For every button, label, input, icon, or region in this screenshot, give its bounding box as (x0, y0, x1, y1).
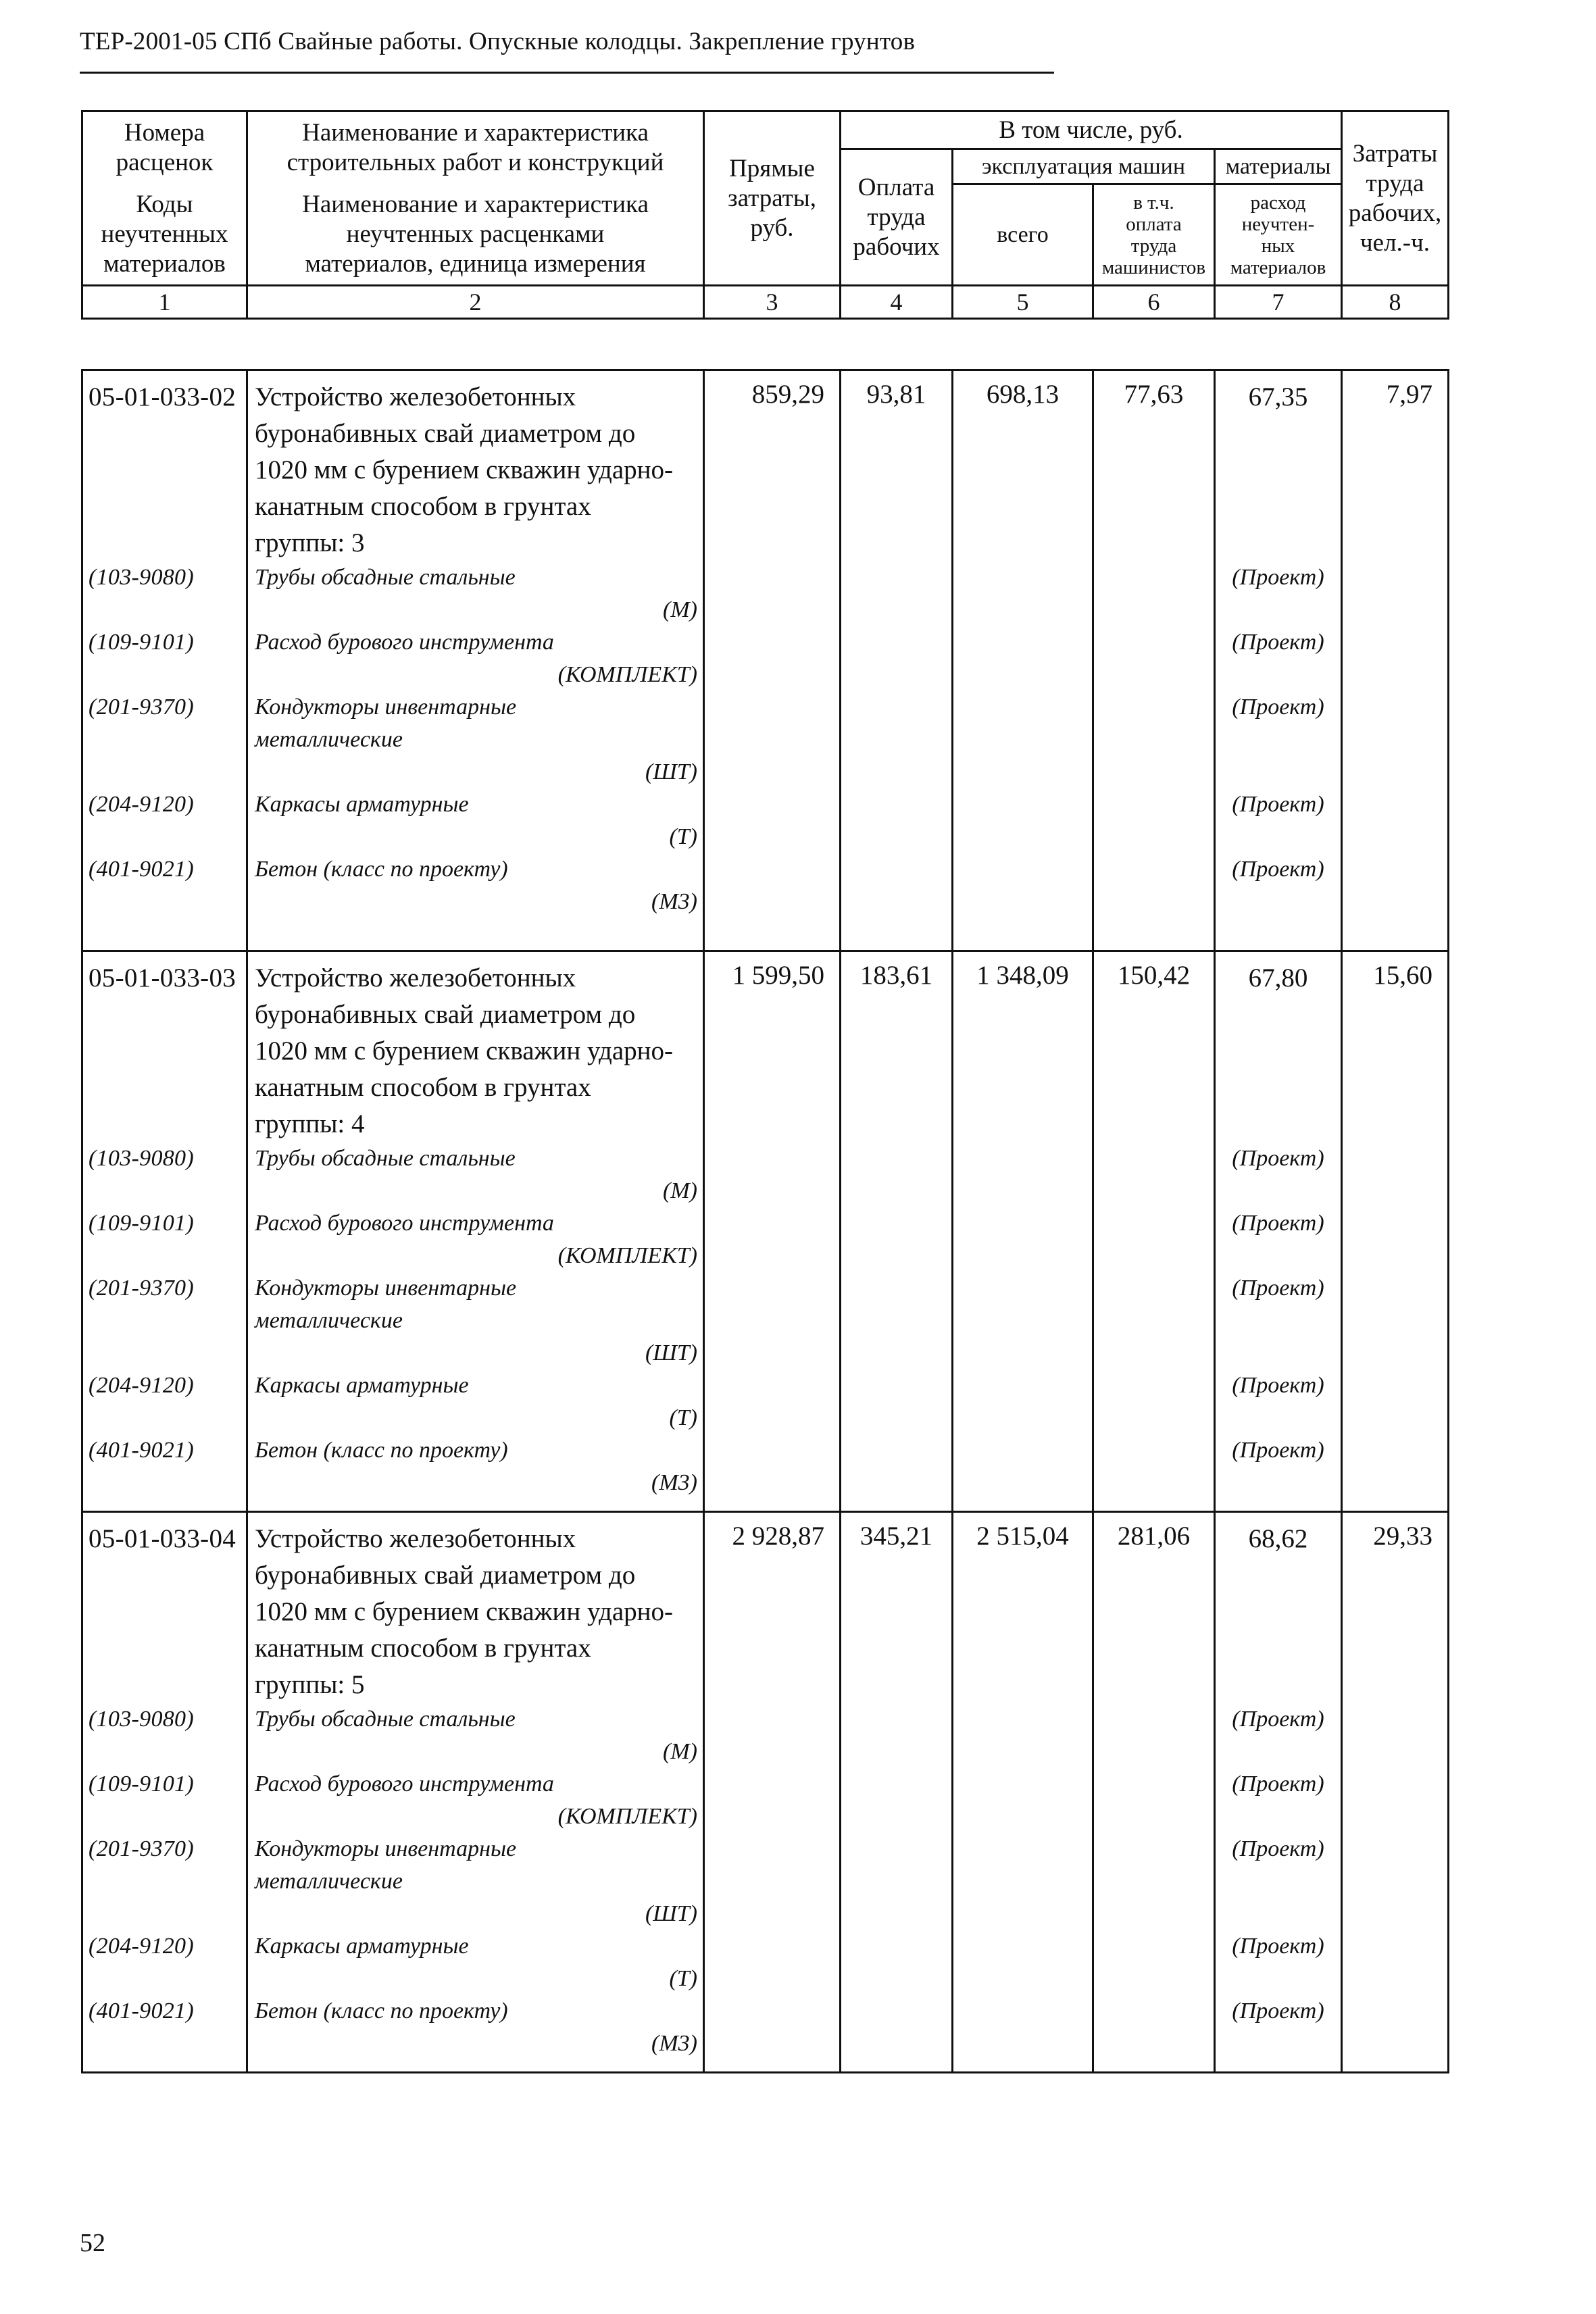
header-col2-top (247, 111, 704, 184)
material-value: (Проект) (1232, 565, 1324, 590)
materials-value: 67,80 (1248, 963, 1308, 992)
material-code: (401-9021) (89, 1998, 194, 2023)
direct-costs-value: 2 928,87 (704, 1512, 841, 2073)
labor-pay-value: 345,21 (841, 1512, 953, 2073)
description-line: группы: 5 (255, 1670, 365, 1699)
material-item (255, 1703, 697, 1768)
material-unit: (М3) (651, 1470, 697, 1495)
material-value: (Проект) (1232, 1373, 1324, 1398)
header-machinists-pay (1093, 184, 1215, 286)
material-value: (Проект) (1232, 1934, 1324, 1959)
table-row (82, 1512, 1449, 2073)
header-col1-bottom (82, 184, 247, 286)
rates-table (81, 369, 1449, 2073)
header-col6-line3: труда (1130, 234, 1177, 257)
direct-costs-value: 1 599,50 (704, 951, 841, 1512)
header-col1-bottom-line3: материалов (103, 249, 226, 278)
material-value: (Проект) (1232, 1211, 1324, 1236)
material-name: Бетон (класс по проекту) (255, 1438, 508, 1463)
material-code: (109-9101) (89, 1211, 194, 1236)
material-unit: (М3) (651, 889, 697, 914)
material-item (255, 853, 697, 918)
material-unit: (М) (663, 1178, 697, 1203)
material-name: Расход бурового инструмента (255, 630, 554, 655)
material-name: Кондукторы инвентарные (255, 695, 517, 720)
header-col1-bottom-line2: неучтенных (101, 220, 228, 248)
header-col4-line1: Оплата (857, 173, 935, 201)
material-name: Каркасы арматурные (255, 792, 469, 817)
column-number: 3 (704, 286, 841, 319)
material-item (255, 1207, 697, 1272)
description-line: буронабивных свай диаметром до (255, 419, 636, 448)
material-code: (201-9370) (89, 1276, 194, 1301)
material-unit: (М) (663, 597, 697, 622)
material-name: Трубы обсадные стальные (255, 1707, 516, 1732)
material-item (255, 691, 697, 788)
header-col4-line2: труда (867, 203, 926, 231)
header-machines: эксплуатация машин (953, 149, 1215, 184)
material-name: Расход бурового инструмента (255, 1211, 554, 1236)
material-code: (201-9370) (89, 1836, 194, 1861)
header-labor-hours (1342, 111, 1449, 286)
description-line: канатным способом в грунтах (255, 1634, 591, 1663)
labor-pay-value: 183,61 (841, 951, 953, 1512)
header-group-including: В том числе, руб. (841, 111, 1342, 149)
rate-code: 05-01-033-03 (89, 963, 236, 992)
material-value: (Проект) (1232, 1707, 1324, 1732)
header-col1-top-line1: Номера (124, 119, 205, 147)
description-line: группы: 4 (255, 1109, 365, 1138)
header-col1-bottom-line1: Коды (136, 190, 193, 218)
material-code: (103-9080) (89, 565, 194, 590)
column-number: 7 (1215, 286, 1342, 319)
material-unit: (ШТ) (645, 1901, 697, 1926)
description-line: 1020 мм с бурением скважин ударно- (255, 1036, 674, 1065)
material-item (255, 1995, 697, 2060)
column-number: 1 (82, 286, 247, 319)
header-col8-line2: труда (1366, 169, 1424, 197)
material-value: (Проект) (1232, 1836, 1324, 1861)
page-title: ТЕР-2001-05 СПб Свайные работы. Опускные колодцы. Закрепление грунтов (80, 28, 916, 55)
header-number-row (82, 286, 1449, 319)
labor-hours-value: 7,97 (1342, 370, 1449, 951)
header-materials: материалы (1215, 149, 1342, 184)
column-number: 2 (247, 286, 704, 319)
material-name: Каркасы арматурные (255, 1373, 469, 1398)
material-unit: (Т) (669, 1966, 697, 1991)
material-unit: (М) (663, 1739, 697, 1764)
material-item (255, 1142, 697, 1207)
description-line: группы: 3 (255, 528, 365, 557)
material-code: (204-9120) (89, 1934, 194, 1959)
material-unit: (КОМПЛЕКТ) (557, 662, 697, 687)
material-code: (201-9370) (89, 695, 194, 720)
header-col1-top-line2: расценок (116, 149, 214, 177)
material-unit: (ШТ) (645, 1340, 697, 1365)
header-labor-pay (841, 149, 953, 286)
material-value: (Проект) (1232, 1438, 1324, 1463)
machinists-pay-value: 77,63 (1093, 370, 1215, 951)
material-code: (109-9101) (89, 1771, 194, 1796)
description-line: буронабивных свай диаметром до (255, 1000, 636, 1029)
header-col2-bottom-line3: материалов, единица измерения (305, 249, 646, 278)
rate-code-cell (82, 370, 247, 951)
header-col3-line3: руб. (750, 213, 794, 242)
header-col6-line2: оплата (1126, 213, 1182, 235)
title-rule (80, 72, 1054, 74)
labor-hours-value: 15,60 (1342, 951, 1449, 1512)
table-header (81, 110, 1449, 320)
material-unit: (М3) (651, 2031, 697, 2056)
table-row (82, 370, 1449, 951)
column-number: 4 (841, 286, 953, 319)
header-col2-bottom-line2: неучтенных расценками (346, 220, 605, 248)
materials-cell (1215, 1512, 1342, 2073)
material-item (255, 1833, 697, 1930)
material-name: Каркасы арматурные (255, 1934, 469, 1959)
material-value: (Проект) (1232, 695, 1324, 720)
header-col7-line1: расход (1250, 191, 1306, 213)
material-value: (Проект) (1232, 1276, 1324, 1301)
page-number: 52 (80, 2229, 105, 2257)
description-cell (247, 370, 704, 951)
machines-total-value: 698,13 (953, 370, 1093, 951)
material-name: Бетон (класс по проекту) (255, 1998, 508, 2023)
material-item (255, 1272, 697, 1369)
material-item (255, 1369, 697, 1434)
description-line: 1020 мм с бурением скважин ударно- (255, 1597, 674, 1626)
material-name: металлические (255, 1308, 403, 1333)
material-unit: (КОМПЛЕКТ) (557, 1243, 697, 1268)
material-name: Расход бурового инструмента (255, 1771, 554, 1796)
material-item (255, 1930, 697, 1995)
header-col7-line2: неучтен- (1241, 213, 1315, 235)
material-code: (401-9021) (89, 857, 194, 882)
column-number: 6 (1093, 286, 1215, 319)
description-cell (247, 951, 704, 1512)
header-col7-line3: ных (1261, 234, 1295, 257)
material-value: (Проект) (1232, 1146, 1324, 1171)
header-col8-line4: чел.-ч. (1360, 228, 1430, 257)
header-col4-line3: рабочих (853, 232, 940, 261)
description-line: Устройство железобетонных (255, 1524, 576, 1553)
header-col8-line3: рабочих, (1348, 199, 1442, 227)
machines-total-value: 1 348,09 (953, 951, 1093, 1512)
material-item (255, 561, 697, 626)
header-col1-top (82, 111, 247, 184)
direct-costs-value: 859,29 (704, 370, 841, 951)
labor-hours-value: 29,33 (1342, 1512, 1449, 2073)
material-value: (Проект) (1232, 1998, 1324, 2023)
rate-code: 05-01-033-02 (89, 382, 236, 411)
header-col8-line1: Затраты (1352, 139, 1438, 168)
header-col2-bottom (247, 184, 704, 286)
material-code: (109-9101) (89, 630, 194, 655)
column-number: 5 (953, 286, 1093, 319)
machines-total-value: 2 515,04 (953, 1512, 1093, 2073)
materials-cell (1215, 370, 1342, 951)
description-line: канатным способом в грунтах (255, 492, 591, 521)
material-item (255, 788, 697, 853)
material-name: металлические (255, 727, 403, 752)
header-col6-line1: в т.ч. (1133, 191, 1174, 213)
material-code: (204-9120) (89, 1373, 194, 1398)
material-value: (Проект) (1232, 1771, 1324, 1796)
material-code: (103-9080) (89, 1146, 194, 1171)
header-col6-line4: машинистов (1101, 256, 1206, 278)
header-direct-costs (704, 111, 841, 286)
header-col3-line2: затраты, (728, 184, 816, 212)
labor-pay-value: 93,81 (841, 370, 953, 951)
description-line: 1020 мм с бурением скважин ударно- (255, 455, 674, 484)
material-code: (103-9080) (89, 1707, 194, 1732)
material-unit: (КОМПЛЕКТ) (557, 1804, 697, 1829)
materials-cell (1215, 951, 1342, 1512)
material-name: Трубы обсадные стальные (255, 1146, 516, 1171)
material-item (255, 1768, 697, 1833)
column-number: 8 (1342, 286, 1449, 319)
header-unaccounted-materials (1215, 184, 1342, 286)
header-col3-line1: Прямые (729, 154, 815, 182)
material-value: (Проект) (1232, 857, 1324, 882)
material-unit: (Т) (669, 1405, 697, 1430)
material-value: (Проект) (1232, 792, 1324, 817)
description-line: Устройство железобетонных (255, 963, 576, 992)
description-line: Устройство железобетонных (255, 382, 576, 411)
machinists-pay-value: 281,06 (1093, 1512, 1215, 2073)
material-item (255, 1434, 697, 1499)
description-line: канатным способом в грунтах (255, 1073, 591, 1102)
material-name: металлические (255, 1869, 403, 1894)
material-unit: (ШТ) (645, 759, 697, 784)
table-row (82, 951, 1449, 1512)
material-code: (401-9021) (89, 1438, 194, 1463)
header-machines-total: всего (953, 184, 1093, 286)
machinists-pay-value: 150,42 (1093, 951, 1215, 1512)
description-cell (247, 1512, 704, 2073)
material-unit: (Т) (669, 824, 697, 849)
materials-value: 68,62 (1248, 1524, 1308, 1553)
material-value: (Проект) (1232, 630, 1324, 655)
material-item (255, 626, 697, 691)
rate-code-cell (82, 951, 247, 1512)
rate-code: 05-01-033-04 (89, 1524, 236, 1553)
material-name: Бетон (класс по проекту) (255, 857, 508, 882)
material-code: (204-9120) (89, 792, 194, 817)
description-line: буронабивных свай диаметром до (255, 1561, 636, 1590)
rate-code-cell (82, 1512, 247, 2073)
materials-value: 67,35 (1248, 382, 1308, 411)
material-name: Кондукторы инвентарные (255, 1836, 517, 1861)
header-col7-line4: материалов (1230, 256, 1326, 278)
header-col2-top-line1: Наименование и характеристика (302, 119, 649, 147)
material-name: Трубы обсадные стальные (255, 565, 516, 590)
material-name: Кондукторы инвентарные (255, 1276, 517, 1301)
header-col2-bottom-line1: Наименование и характеристика (302, 190, 649, 218)
header-col2-top-line2: строительных работ и конструкций (286, 149, 664, 177)
